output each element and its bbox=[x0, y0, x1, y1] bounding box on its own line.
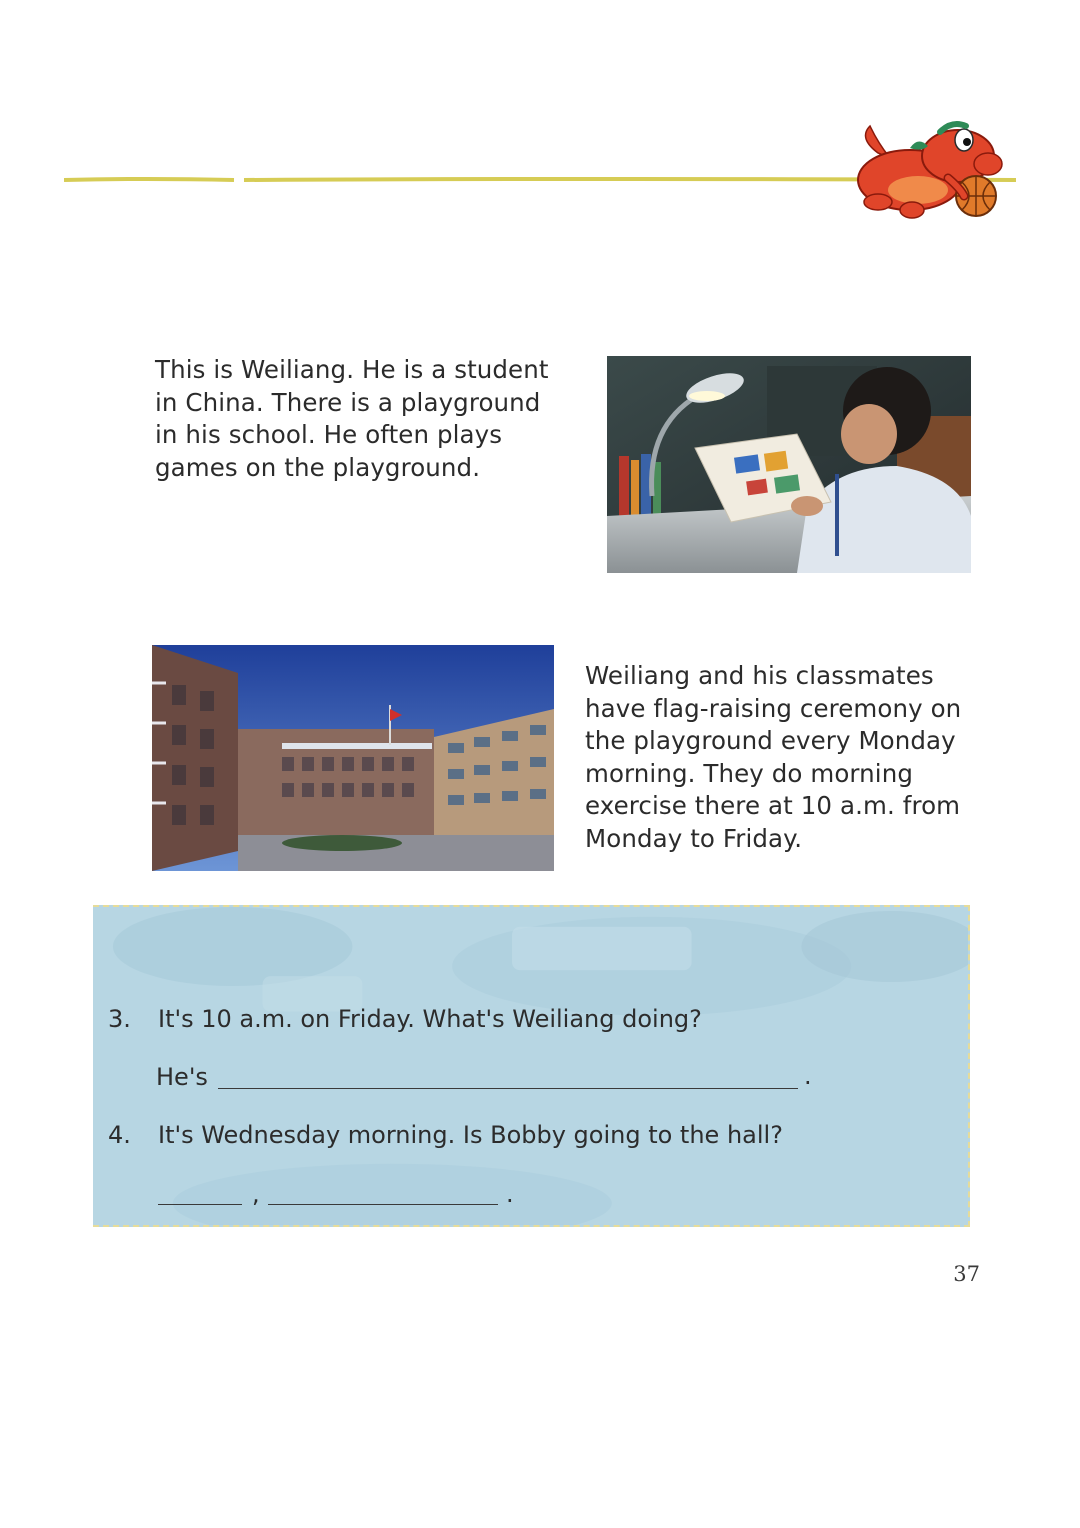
question-4-answer-line-long[interactable] bbox=[268, 1204, 498, 1205]
page-number: 37 bbox=[953, 1262, 980, 1286]
question-4-answer-line-short[interactable] bbox=[158, 1204, 242, 1205]
question-4-text: It's Wednesday morning. Is Bobby going to the hall? bbox=[158, 1121, 783, 1149]
exercise-panel bbox=[93, 905, 970, 1227]
photo-boy-reading bbox=[607, 356, 971, 573]
question-4-answer-separator: , bbox=[252, 1180, 260, 1208]
question-3-number: 3. bbox=[108, 1005, 131, 1033]
question-3-answer-line[interactable] bbox=[218, 1088, 798, 1089]
question-4-number: 4. bbox=[108, 1121, 131, 1149]
question-3-answer-prefix: He's bbox=[156, 1063, 208, 1091]
red-dragon-mascot-icon bbox=[848, 118, 1018, 228]
passage-flag-ceremony: Weiliang and his classmates have flag-raising ceremony on the playground every Monday morning. They do morning exercise there at 10 a.m. from Monday to Friday. bbox=[585, 661, 962, 853]
question-3-text: It's 10 a.m. on Friday. What's Weiliang doing? bbox=[158, 1005, 702, 1033]
passage-weiliang-intro: This is Weiliang. He is a student in China. There is a playground in his school. He often plays games on the playground. bbox=[155, 355, 549, 482]
photo-school-building bbox=[152, 645, 554, 871]
panel-background-illustration bbox=[93, 907, 968, 1225]
question-4-answer-end: . bbox=[506, 1180, 514, 1208]
question-3-answer-end: . bbox=[804, 1062, 812, 1090]
